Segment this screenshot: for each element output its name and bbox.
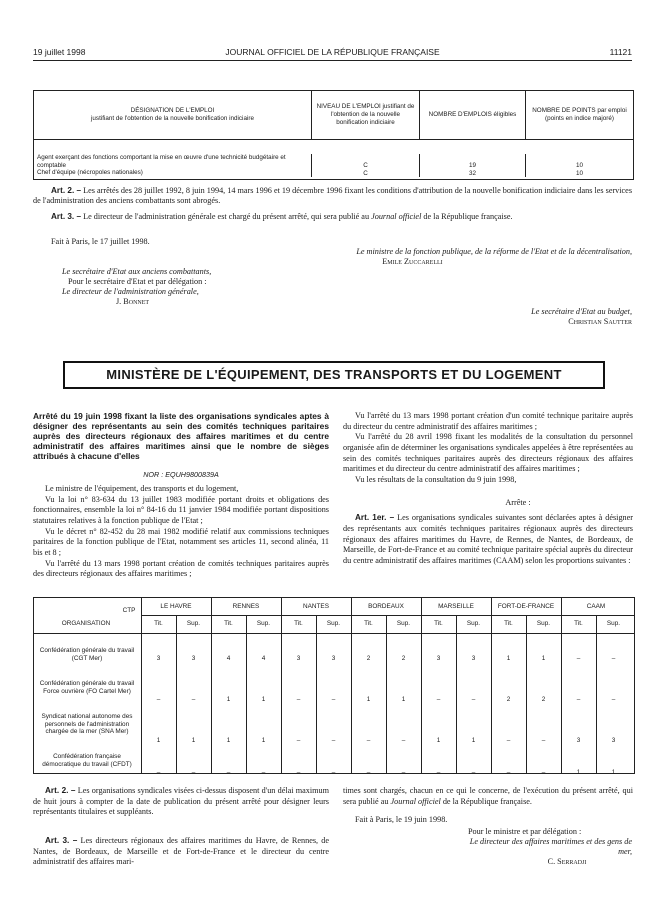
signature-budget-name: Christian Sautter	[568, 317, 632, 326]
tit-header: Tit.	[154, 620, 163, 627]
seat-count: –	[366, 737, 371, 744]
nombre-values: 19 32	[419, 154, 525, 177]
visa-paragraph: Le ministre de l'équipement, des transports et du logement,	[45, 484, 239, 493]
seat-count: 1	[226, 696, 231, 703]
sup-header: Sup.	[396, 620, 411, 627]
header-journal-title: JOURNAL OFFICIEL DE LA RÉPUBLIQUE FRANÇAISE	[225, 47, 440, 57]
seat-count: 3	[471, 655, 476, 662]
signature-ministre-title: Le ministre de la fonction publique, de la réforme de l'Etat et de la décentralisation,	[356, 247, 632, 256]
niveau-values: C C	[311, 154, 419, 177]
seat-count: 2	[401, 655, 406, 662]
tit-header: Tit.	[364, 620, 373, 627]
seat-count: 1	[576, 769, 581, 776]
region-header: FORT-DE-FRANCE	[497, 603, 555, 610]
tit-header: Tit.	[504, 620, 513, 627]
seat-count: –	[576, 655, 581, 662]
seat-count: –	[471, 769, 476, 776]
region-header: BORDEAUX	[368, 603, 404, 610]
visa-paragraph: Vu l'arrêté du 13 mars 1998 portant création d'un comité technique paritaire auprès du directeur du centre administratif des affaires maritimes ;	[343, 411, 633, 431]
table-divider	[246, 615, 247, 773]
seat-count: –	[331, 769, 336, 776]
seat-count: –	[191, 769, 196, 776]
article-2-bottom: Art. 2. – Les organisations syndicales visées ci-dessus disposent d'un délai maximum de huit jours à compter de la date de publication du présent arrêté pour désigner leurs représentants titulaires et suppléants.	[33, 786, 330, 817]
seat-count: 1	[191, 737, 196, 744]
seat-count: 3	[156, 655, 161, 662]
visa-paragraph: Vu l'arrêté du 13 mars 1998 portant création de comités techniques paritaires auprès des directeurs régionaux des affaires maritimes ;	[33, 558, 329, 579]
bonification-table-header	[34, 91, 633, 140]
seat-count: 1	[226, 737, 231, 744]
col-niveau-header: NIVEAU DE L'EMPLOI justifiant de l'obtention de la nouvelle bonification indiciaire	[311, 91, 419, 139]
article-3-bottom: Art. 3. – Les directeurs régionaux des affaires maritimes du Havre, de Rennes, de Nantes, de Bordeaux, de Marseille et de Fort-de-France et le directeur du centre administratif des affaires mari-	[33, 836, 329, 867]
ministry-banner: MINISTÈRE DE L'ÉQUIPEMENT, DES TRANSPORTS ET DU LOGEMENT	[63, 361, 605, 389]
points-values: 10 10	[525, 154, 633, 177]
region-header: LE HAVRE	[160, 603, 192, 610]
arrete-word: Arrête :	[505, 497, 531, 507]
sup-header: Sup.	[186, 620, 201, 627]
seat-count: –	[611, 696, 616, 703]
seat-count: 1	[436, 737, 441, 744]
seat-count: –	[191, 696, 196, 703]
article-1: Art. 1er. – Les organisations syndicales suivantes sont déclarées aptes à désigner des représentants aux comités techniques paritaires régionaux auprès des directeurs régionaux des affaires maritimes du Havre, de Rennes, de Nantes, de Bordeaux, de Marseille, de Fort-de-France et au comité technique paritaire spécial auprès du directeur du centre administratif des affaires maritimes (CAAM) selon les proportions suivantes :	[343, 513, 633, 565]
seat-count: –	[331, 737, 336, 744]
arrete-nor: NOR : EQUH9800839A	[143, 470, 219, 479]
region-header: CAAM	[586, 603, 606, 610]
seat-count: 1	[541, 655, 546, 662]
table-divider	[456, 615, 457, 773]
table-divider	[316, 615, 317, 773]
seat-count: –	[296, 696, 301, 703]
tit-header: Tit.	[224, 620, 233, 627]
seat-count: –	[156, 696, 161, 703]
header-page-number: 11121	[609, 47, 632, 57]
region-header: NANTES	[303, 603, 329, 610]
ctp-header: CTP	[122, 607, 136, 614]
seat-count: –	[611, 655, 616, 662]
seat-count: 1	[156, 737, 161, 744]
tit-header: Tit.	[574, 620, 583, 627]
organisation-name: Syndicat national autonome des personnels de l'administration chargée de la mer (SNA Mer)	[41, 713, 133, 736]
visa-paragraph: Vu l'arrêté du 28 avril 1998 fixant les modalités de la consultation du personnel organisée afin de déterminer les organisations syndicales appelées à être représentées au sein des comités techniques paritaires auprès des directeurs régionaux des affaires maritimes et du directeur du centre administratif des affaires maritimes ;	[343, 432, 633, 474]
seat-count: –	[541, 769, 546, 776]
seat-count: 3	[191, 655, 196, 662]
col-nombre-header: NOMBRE D'EMPLOIS éligibles	[419, 91, 525, 139]
seat-count: 1	[506, 655, 511, 662]
signature-ministre-name: Emile Zuccarelli	[382, 257, 443, 266]
seat-count: –	[541, 737, 546, 744]
col-points-header: NOMBRE DE POINTS par emploi (points en indice majoré)	[525, 91, 633, 139]
seat-count: 1	[611, 769, 616, 776]
seat-count: 1	[401, 696, 406, 703]
execution-paragraph: times sont chargés, chacun en ce qui le concerne, de l'exécution du présent arrêté, qui sera publié au Journal officiel de la République française.	[343, 786, 633, 806]
sup-header: Sup.	[256, 620, 271, 627]
seat-count: 3	[296, 655, 301, 662]
seat-count: –	[261, 769, 266, 776]
row-designation: Chef d'équipe (nécropoles nationales)	[37, 169, 143, 177]
sup-header: Sup.	[606, 620, 621, 627]
header-date: 19 juillet 1998	[33, 47, 86, 57]
seat-count: –	[506, 769, 511, 776]
arrete-right-visas	[343, 411, 633, 567]
visa-paragraph: Vu la loi n° 83-634 du 13 juillet 1983 modifiée portant droits et obligations des fonctionnaires, ensemble la loi n° 84-16 du 11 janvier 1984 modifiée portant dispositions statutaires relatives à la fonction publique de l'Etat ;	[33, 494, 329, 525]
seat-count: –	[436, 696, 441, 703]
seat-count: 3	[576, 737, 581, 744]
seat-count: 1	[366, 696, 371, 703]
bonification-table-body	[34, 140, 633, 179]
sup-header: Sup.	[536, 620, 551, 627]
seat-count: –	[436, 769, 441, 776]
seat-count: 1	[261, 737, 266, 744]
seat-count: –	[401, 737, 406, 744]
region-header: MARSEILLE	[438, 603, 474, 610]
seat-count: –	[331, 696, 336, 703]
seat-count: 2	[506, 696, 511, 703]
table-row	[34, 154, 311, 177]
seat-count: –	[156, 769, 161, 776]
seat-count: 3	[436, 655, 441, 662]
table-divider	[176, 615, 177, 773]
signature-secretaire-ac: Le secrétaire d'Etat aux anciens combattants,	[62, 267, 212, 276]
arrete-title: Arrêté du 19 juin 1998 fixant la liste des organisations syndicales aptes à désigner des représentants au sein des comités techniques paritaires auprès des directeurs régionaux des affaires maritimes et du centre administratif des affaires maritimes ainsi que le nombre de sièges attribués à chacune d'elles	[33, 411, 329, 462]
fait-date-top: Fait à Paris, le 17 juillet 1998.	[51, 237, 150, 246]
seat-count: –	[401, 769, 406, 776]
seat-count: 4	[261, 655, 266, 662]
visa-paragraph: Vu les résultats de la consultation du 9 juin 1998,	[355, 474, 517, 484]
table-divider	[34, 633, 634, 634]
row-designation: Agent exerçant des fonctions comportant la mise en œuvre d'une technicité budgétaire et comptable	[37, 154, 286, 169]
visa-paragraph: Vu le décret n° 82-452 du 28 mai 1982 modifié relatif aux commissions techniques paritaires de la fonction publique de l'Etat, notamment ses articles 11, second alinéa, 11 bis et 8 ;	[33, 526, 329, 557]
table-divider	[596, 615, 597, 773]
arrete-left-visas	[33, 484, 329, 580]
tit-header: Tit.	[434, 620, 443, 627]
header-rule	[33, 60, 632, 61]
organisation-name: Confédération générale du travail (CGT Mer)	[39, 647, 135, 662]
organisation-name: Confédération générale du travail Force ouvrière (FO Cartel Mer)	[39, 680, 135, 695]
sup-header: Sup.	[466, 620, 481, 627]
signature-secretaire-budget: Le secrétaire d'Etat au budget,	[531, 307, 632, 316]
table-divider	[526, 615, 527, 773]
seat-count: 1	[261, 696, 266, 703]
article-3-top: Art. 3. – Le directeur de l'administration générale est chargé du présent arrêté, qui sera publié au Journal officiel de la République française.	[51, 212, 513, 221]
signature-pour: Pour le secrétaire d'Etat et par délégation :	[68, 277, 207, 286]
seat-count: 3	[331, 655, 336, 662]
organisation-name: Confédération française démocratique du travail (CFDT)	[42, 753, 132, 768]
seat-count: 2	[541, 696, 546, 703]
seat-count: –	[296, 769, 301, 776]
seat-count: –	[366, 769, 371, 776]
signature-directeur-title: Le directeur de l'administration générale,	[62, 287, 199, 296]
seat-count: 2	[366, 655, 371, 662]
seat-count: –	[296, 737, 301, 744]
fait-date-bottom: Fait à Paris, le 19 juin 1998.	[355, 815, 448, 824]
organisation-header: ORGANISATION	[61, 620, 111, 627]
table-divider	[141, 615, 634, 616]
seat-count: –	[506, 737, 511, 744]
signature-bottom: Pour le ministre et par délégation : Le directeur des affaires maritimes et des gens de mer, C. Serradji	[468, 827, 632, 866]
seat-count: 3	[611, 737, 616, 744]
seat-count: 1	[471, 737, 476, 744]
seat-count: 4	[226, 655, 231, 662]
sup-header: Sup.	[326, 620, 341, 627]
seat-count: –	[471, 696, 476, 703]
article-2-top: Art. 2. – Les arrêtés des 28 juillet 1992, 8 juin 1994, 14 mars 1996 et 19 décembre 1996 fixant les conditions d'attribution de la nouvelle bonification indiciaire dans les services de l'administration des anciens combattants sont abrogés.	[33, 186, 633, 205]
tit-header: Tit.	[294, 620, 303, 627]
signature-directeur-name: J. Bonnet	[116, 297, 150, 306]
region-header: RENNES	[232, 603, 260, 610]
table-divider	[386, 615, 387, 773]
col-designation-header: DÉSIGNATION DE L'EMPLOI justifiant de l'obtention de la nouvelle bonification indiciaire	[91, 107, 254, 122]
ctp-table	[33, 597, 635, 774]
bonification-table	[33, 90, 634, 180]
seat-count: –	[576, 696, 581, 703]
seat-count: –	[226, 769, 231, 776]
